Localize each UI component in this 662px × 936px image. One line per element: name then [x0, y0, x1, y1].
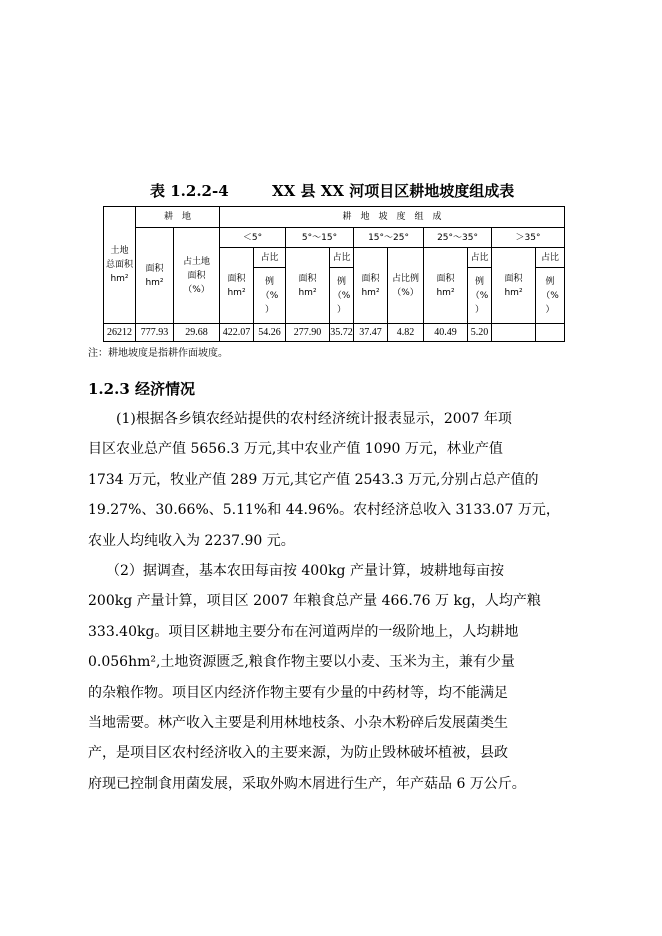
table-caption: [150, 180, 570, 202]
sub-share-header-cont: 例 （% ）: [330, 268, 354, 324]
total-area-header: 土地 总面积 hm²: [104, 207, 136, 324]
sub-share-header: 占比: [330, 248, 354, 268]
cell-25-35-share: 5.20: [468, 324, 492, 342]
range-lt5-header: ＜5°: [220, 228, 286, 248]
table-number: 表 1.2.2-4: [150, 182, 229, 200]
section-heading: 1.2.3 经济情况: [88, 380, 195, 398]
cell-gt35-share: [536, 324, 565, 342]
slope-composition-table: [103, 206, 565, 342]
paragraph-line: (1)根据各乡镇农经站提供的农村经济统计报表显示，2007 年项: [116, 411, 512, 427]
paragraph-line: 的杂粮作物。项目区内经济作物主要有少量的中药材等，均不能满足: [88, 684, 508, 701]
cell-cultivated-share: 29.68: [174, 324, 220, 342]
range-5-15-header: 5°～15°: [286, 228, 354, 248]
sub-share-header-cont: 例 （% ）: [254, 268, 286, 324]
paragraph-economy-income: [88, 404, 578, 556]
paragraph-line: 0.056hm²,土地资源匮乏,粮食作物主要以小麦、玉米为主，兼有少量: [88, 654, 515, 671]
sub-area-header: 面积 hm²: [424, 248, 468, 324]
paragraph-line: 农业人均纯收入为 2237.90 元。: [88, 532, 295, 549]
slope-composition-header: 耕 地 坡 度 组 成: [220, 207, 565, 228]
sub-share-header: 占比: [536, 248, 565, 268]
sub-share-header: 占比: [468, 248, 492, 268]
cell-5-15-share: 35.72: [330, 324, 354, 342]
cultivated-area-header: 面积 hm²: [136, 228, 174, 324]
sub-area-header: 面积 hm²: [492, 248, 536, 324]
cultivated-header: 耕 地: [136, 207, 220, 228]
range-25-35-header: 25°～35°: [424, 228, 492, 248]
range-gt35-header: ＞35°: [492, 228, 565, 248]
sub-area-header: 面积 hm²: [354, 248, 388, 324]
table-row: [104, 324, 565, 342]
paragraph-line: 333.40kg。项目区耕地主要分布在河道两岸的一级阶地上，人均耕地: [88, 623, 519, 640]
cell-5-15-area: 277.90: [286, 324, 330, 342]
cell-lt5-area: 422.07: [220, 324, 254, 342]
sub-area-header: 面积 hm²: [286, 248, 330, 324]
paragraph-line: （2）据调查，基本农田每亩按 400kg 产量计算，坡耕地每亩按: [106, 563, 504, 579]
sub-share-header: 占比: [254, 248, 286, 268]
paragraph-line: 200kg 产量计算，项目区 2007 年粮食总产量 466.76 万 kg，人均产粮: [88, 593, 541, 610]
sub-area-header: 面积 hm²: [220, 248, 254, 324]
cell-25-35-area: 40.49: [424, 324, 468, 342]
cell-lt5-share: 54.26: [254, 324, 286, 342]
cell-15-25-area: 37.47: [354, 324, 388, 342]
paragraph-line: 产，是项目区农村经济收入的主要来源，为防止毁林破坏植被，县政: [88, 745, 508, 762]
cell-cultivated-area: 777.93: [136, 324, 174, 342]
range-15-25-header: 15°～25°: [354, 228, 424, 248]
paragraph-line: 1734 万元，牧业产值 289 万元,其它产值 2543.3 万元,分别占总产值的: [88, 471, 539, 488]
cell-15-25-share: 4.82: [388, 324, 424, 342]
paragraph-line: 目区农业总产值 5656.3 万元,其中农业产值 1090 万元，林业产值: [88, 441, 503, 458]
table-title: XX 县 XX 河项目区耕地坡度组成表: [272, 182, 515, 200]
cell-gt35-area: [492, 324, 536, 342]
cell-total-area: 26212: [104, 324, 136, 342]
cultivated-share-header: 占土地 面积 （%）: [174, 228, 220, 324]
paragraph-line: 当地需要。林产收入主要是利用林地枝条、小杂木粉碎后发展菌类生: [88, 715, 508, 732]
sub-share-header-cont: 例 （% ）: [536, 268, 565, 324]
paragraph-line: 府现已控制食用菌发展，采取外购木屑进行生产，年产菇品 6 万公斤。: [88, 775, 526, 792]
paragraph-grain-production: [88, 556, 578, 799]
paragraph-line: 19.27%、30.66%、5.11%和 44.96%。农村经济总收入 3133.07 万元，: [88, 502, 560, 519]
sub-share-header: 占比例（%）: [388, 248, 424, 324]
sub-share-header-cont: 例 （% ）: [468, 268, 492, 324]
table-note: 注：耕地坡度是指耕作面坡度。: [88, 348, 228, 359]
